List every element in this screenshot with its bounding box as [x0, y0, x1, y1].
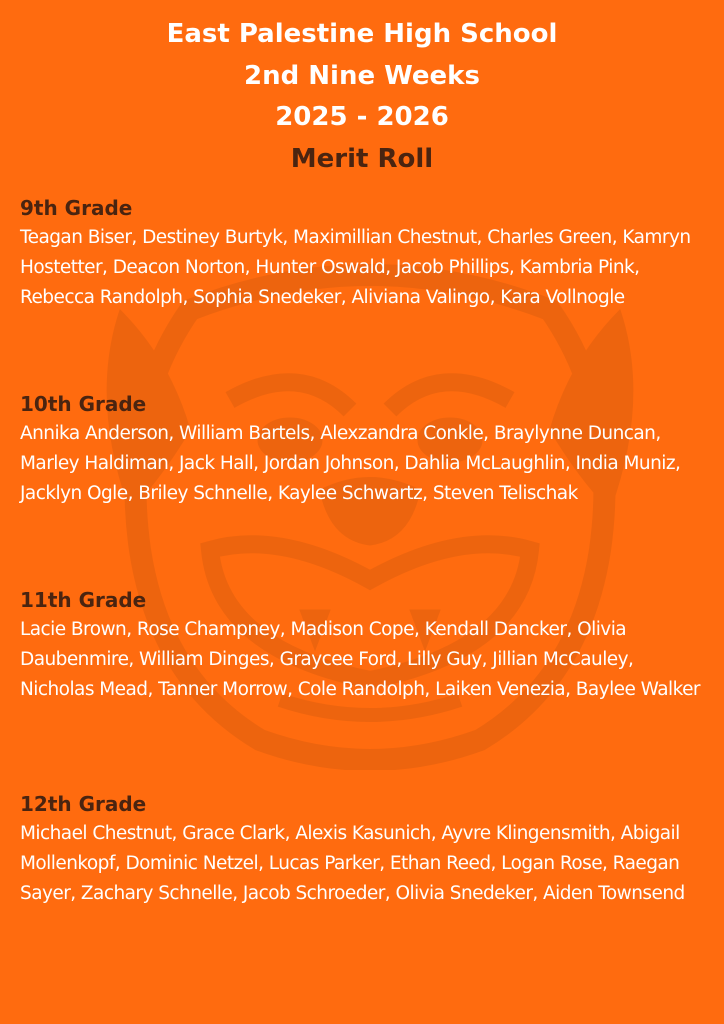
student-names: Teagan Biser, Destiney Burtyk, Maximillian Chestnut, Charles Green, Kamryn Hostetter, Deacon Norton, Hunter Oswald, Jacob Phillips, Kambria Pink, Rebecca Randolph, Sophia Snedeker, Aliviana Valingo, Kara Vollnogle [20, 227, 691, 308]
student-names: Michael Chestnut, Grace Clark, Alexis Kasunich, Ayvre Klingensmith, Abigail Mollenkopf, Dominic Netzel, Lucas Parker, Ethan Reed, Logan Rose, Raegan Sayer, Zachary Schnelle, Jacob Schroeder, Olivia Snedeker, Aiden Townsend [20, 823, 685, 904]
grade-heading: 12th Grade [20, 792, 147, 816]
student-names: Annika Anderson, William Bartels, Alexzandra Conkle, Braylynne Duncan, Marley Haldiman, Jack Hall, Jordan Johnson, Dahlia McLaughlin, India Muniz, Jacklyn Ogle, Briley Schnelle, Kaylee Schwartz, Steven Telischak [20, 423, 681, 504]
grade-heading: 11th Grade [20, 588, 147, 612]
roll-title: Merit Roll [290, 143, 434, 174]
grade-11-section [20, 585, 704, 705]
grade-12-section [20, 789, 704, 909]
grade-heading: 10th Grade [20, 392, 147, 416]
period-label: 2nd Nine Weeks [244, 60, 480, 91]
grade-9-section [20, 193, 704, 313]
school-year: 2025 - 2026 [275, 102, 449, 132]
school-name: East Palestine High School [166, 19, 558, 49]
page-header [0, 14, 724, 180]
grade-heading: 9th Grade [20, 196, 133, 220]
grade-10-section [20, 389, 704, 509]
student-names: Lacie Brown, Rose Champney, Madison Cope, Kendall Dancker, Olivia Daubenmire, William Dinges, Graycee Ford, Lilly Guy, Jillian McCauley, Nicholas Mead, Tanner Morrow, Cole Randolph, Laiken Venezia, Baylee Walker [20, 619, 700, 700]
